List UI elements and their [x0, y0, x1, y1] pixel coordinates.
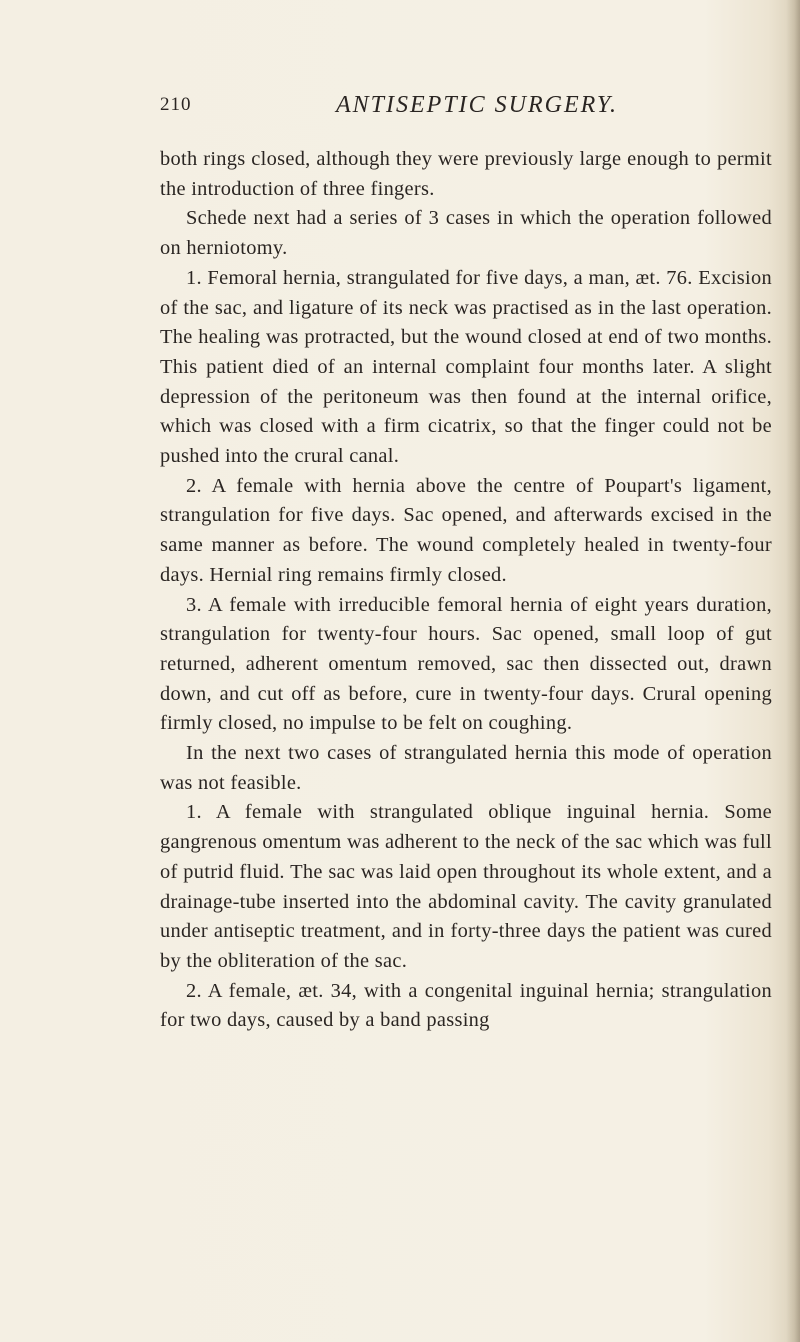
paragraph-strangulated-case-1: 1. A female with strangulated oblique inguinal hernia. Some gangrenous omentum was adherent to the neck of the sac which was full of putrid fluid. The sac was laid open throughout its whole extent, and a drainage-tube inserted into the abdominal cavity. The cavity granulated under antiseptic treatment, and in forty-three days the patient was cured by the obliteration of the sac. — [160, 801, 772, 972]
paragraph-schede-intro: Schede next had a series of 3 cases in which the operation followed on herniotomy. — [160, 207, 772, 260]
paragraph-case-3: 3. A female with irreducible femoral hernia of eight years duration, strangulation for twenty-four hours. Sac opened, small loop of gut returned, adherent omentum removed, sac then dissected out, drawn down, and cut off as before, cure in twenty-four days. Crural opening firmly closed, no impulse to be felt on coughing. — [160, 593, 772, 735]
running-head: ANTISEPTIC SURGERY. — [336, 92, 619, 118]
page-number: 210 — [160, 94, 192, 115]
paragraph-transition: In the next two cases of strangulated hernia this mode of operation was not feasible. — [160, 742, 772, 794]
paragraph-strangulated-case-2: 2. A female, æt. 34, with a congenital inguinal hernia; strangulation for two days, caused by a band passing — [160, 979, 772, 1032]
paragraph-case-2: 2. A female with hernia above the centre of Poupart's ligament, strangulation for five days. Sac opened, and afterwards excised in the same manner as before. The wound completely healed in twenty-four days. Hernial ring remains firmly closed. — [160, 474, 772, 586]
page-header — [160, 94, 800, 124]
page-binding-shadow — [786, 0, 800, 1342]
body-text — [160, 145, 772, 1036]
paragraph-continuation: both rings closed, although they were previously large enough to permit the introduction of three fingers. — [160, 148, 772, 200]
paragraph-case-1: 1. Femoral hernia, strangulated for five days, a man, æt. 76. Excision of the sac, and ligature of its neck was practised as in the last operation. The healing was protracted, but the wound closed at end of two months. This patient died of an internal complaint four months later. A slight depression of the peritoneum was then found at the internal orifice, which was closed with a firm cicatrix, so that the finger could not be pushed into the crural canal. — [160, 266, 772, 468]
